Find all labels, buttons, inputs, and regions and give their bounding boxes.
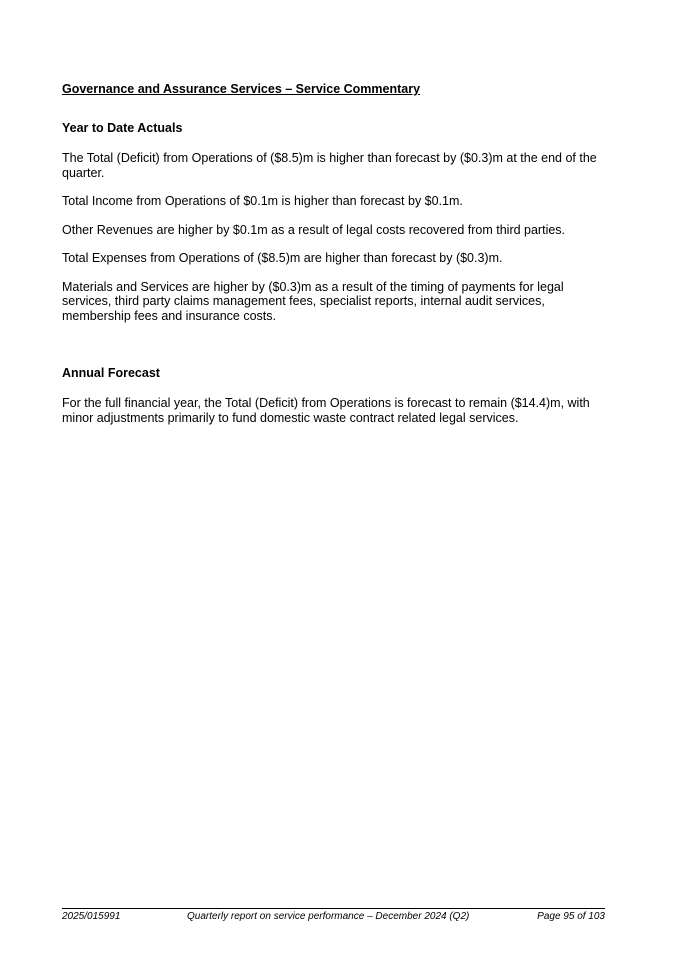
section-heading-annual-forecast: Annual Forecast (62, 366, 160, 380)
page-footer (62, 908, 605, 923)
paragraph-ytd-income: Total Income from Operations of $0.1m is higher than forecast by $0.1m. (62, 194, 463, 208)
footer-report-title: Quarterly report on service performance – December 2024 (Q2) (187, 911, 470, 922)
document-title: Governance and Assurance Services – Service Commentary (62, 82, 421, 96)
footer-doc-number: 2025/015991 (62, 911, 121, 922)
paragraph-ytd-other-revenues: Other Revenues are higher by $0.1m as a result of legal costs recovered from third parties. (62, 222, 566, 237)
paragraph-ytd-materials: Materials and Services are higher by ($0.3)m as a result of the timing of payments for legal services, third party claims management fees, specialist reports, internal audit services, membership fees and insurance costs. (62, 279, 564, 323)
paragraph-ytd-deficit: The Total (Deficit) from Operations of ($8.5)m is higher than forecast by ($0.3)m at the end of the quarter. (62, 151, 597, 180)
page-content (62, 82, 612, 425)
paragraph-annual-forecast: For the full financial year, the Total (Deficit) from Operations is forecast to remain ($14.4)m, with minor adjustments primarily to fund domestic waste contract related legal services. (62, 396, 590, 425)
paragraph-ytd-expenses: Total Expenses from Operations of ($8.5)m are higher than forecast by ($0.3)m. (62, 251, 503, 265)
footer-page-number: Page 95 of 103 (537, 911, 605, 922)
section-heading-ytd: Year to Date Actuals (62, 121, 183, 135)
